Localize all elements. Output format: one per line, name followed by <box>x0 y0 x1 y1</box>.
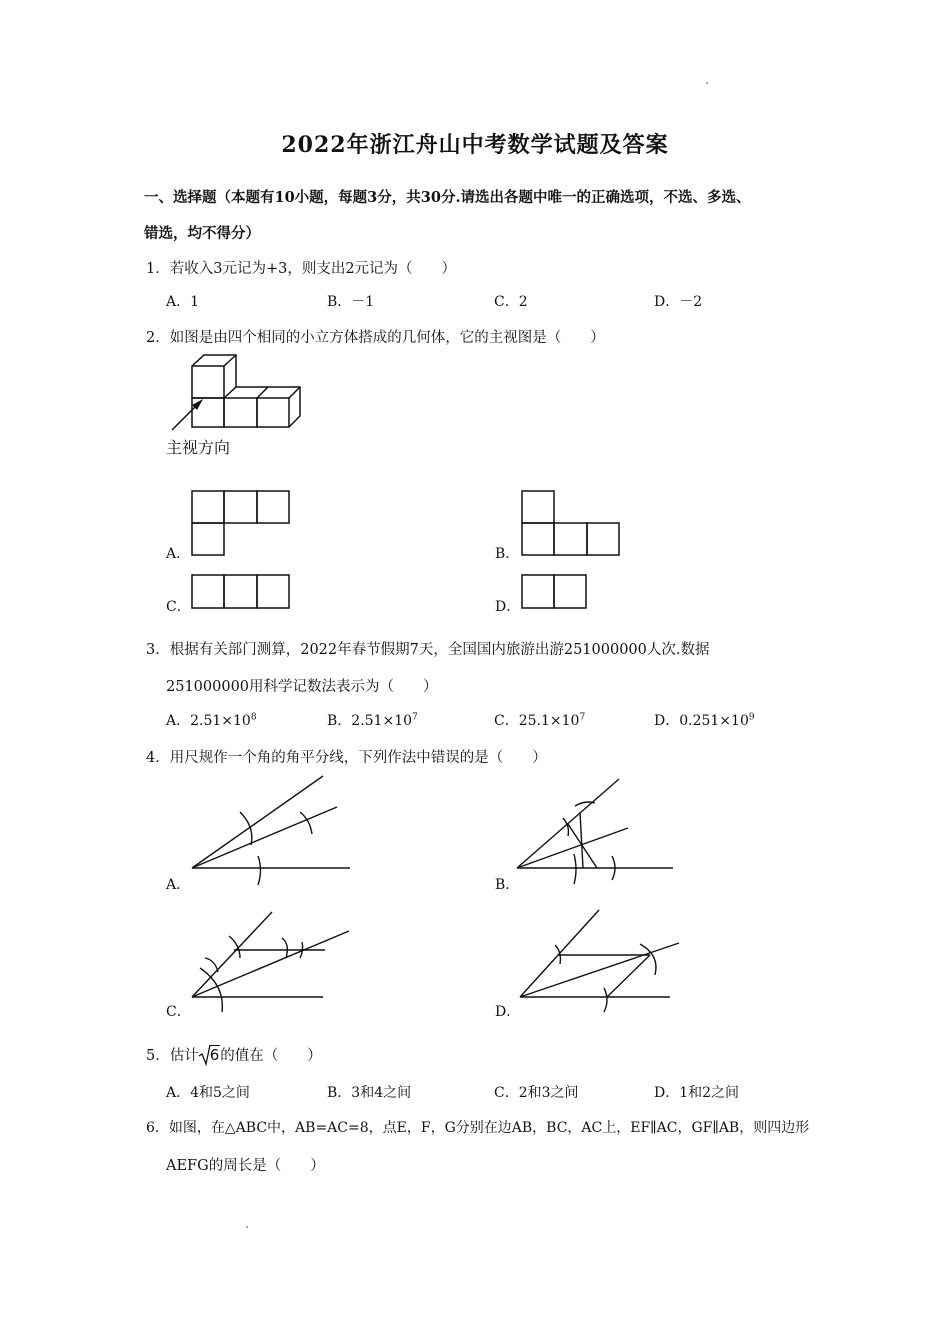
q6-stem-line2: AEFG的周长是（ ） <box>166 1158 325 1174</box>
q2-view-direction-label: 主视方向 <box>166 438 231 457</box>
q2-stem: 2．如图是由四个相同的小立方体搭成的几何体，它的主视图是（ ） <box>146 330 605 346</box>
q3-option-a: A．$2.51\times 10^8$ <box>166 712 257 729</box>
q1-option-b: B．－1 <box>327 294 375 310</box>
q6-stem-line1: 6．如图，在△ABC中，AB=AC=8，点E，F，G分别在边AB，BC，AC上，EF∥AC，GF∥AB，则四边形 <box>146 1120 810 1136</box>
q2-option-d: D． <box>495 599 521 615</box>
section-heading-line1: 一、选择题（本题有10小题，每题3分，共30分.请选出各题中唯一的正确选项，不选、多选、 <box>144 189 751 206</box>
q4-option-a: A． <box>166 877 191 893</box>
q5-option-a: A．4和5之间 <box>166 1085 250 1101</box>
q1-option-c: C．2 <box>494 294 528 310</box>
q2-option-c: C． <box>166 599 191 615</box>
q5-option-b: B．3和4之间 <box>327 1085 412 1101</box>
q5-stem: 5．估计 6的值在（ ） <box>146 1046 322 1064</box>
q4-option-b: B． <box>495 877 520 893</box>
q3-stem-line1: 3．根据有关部门测算，2022年春节假期7天，全国国内旅游出游251000000人次.数据 <box>146 642 710 658</box>
q1-stem: 1．若收入3元记为+3，则支出2元记为（ ） <box>146 261 457 277</box>
q3-option-c: C．$25.1\times 10^7$ <box>494 712 586 729</box>
q4-stem: 4．用尺规作一个角的角平分线，下列作法中错误的是（ ） <box>146 750 547 766</box>
q2-option-b: B． <box>495 546 520 562</box>
sqrt-expression: 6 <box>199 1046 221 1064</box>
q3-stem-line2: 251000000用科学记数法表示为（ ） <box>166 679 438 695</box>
q5-option-d: D．1和2之间 <box>654 1085 740 1101</box>
q1-option-a: A．1 <box>166 294 200 310</box>
section-heading-line2: 错选，均不得分） <box>144 225 260 242</box>
q3-option-d: D．$0.251\times 10^9$ <box>654 712 755 729</box>
q5-option-c: C．2和3之间 <box>494 1085 579 1101</box>
q1-option-d: D．－2 <box>654 294 703 310</box>
q2-option-a: A． <box>166 546 191 562</box>
page-title: 2022年浙江舟山中考数学试题及答案 <box>281 132 669 158</box>
q4-option-d: D． <box>495 1004 521 1020</box>
q4-option-c: C． <box>166 1004 191 1020</box>
q3-option-b: B．$2.51\times 10^7$ <box>327 712 418 729</box>
